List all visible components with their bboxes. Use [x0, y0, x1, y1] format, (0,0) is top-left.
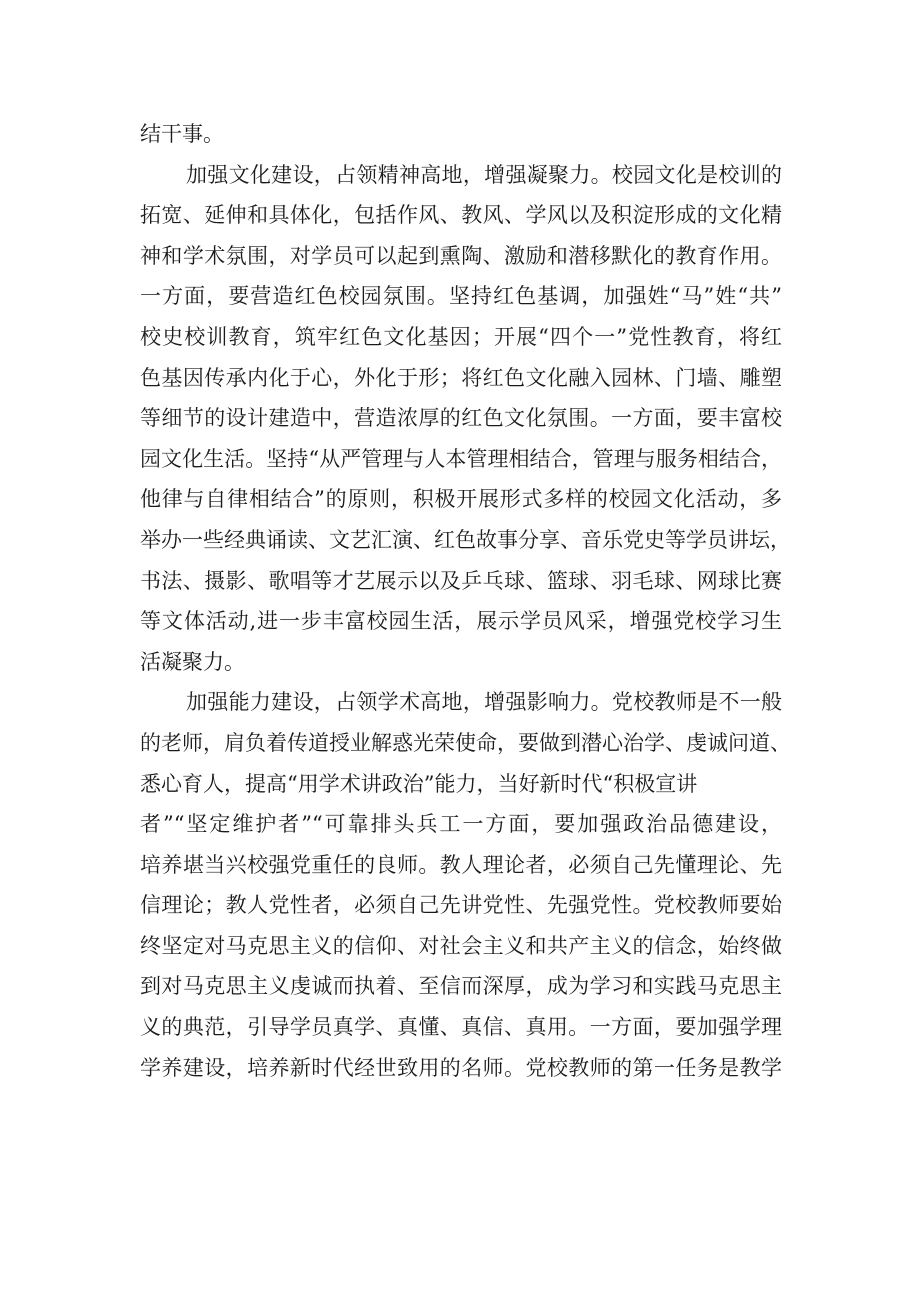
paragraph-line: 培养堪当兴校强党重任的良师。教人理论者，必须自己先懂理论、先	[140, 852, 782, 877]
paragraph-line: 信理论；教人党性者，必须自己先讲党性、先强党性。党校教师要始	[140, 893, 782, 918]
paragraph-line: 加强能力建设，占领学术高地，增强影响力。党校教师是不一般	[186, 690, 782, 715]
paragraph-line: 到对马克思主义虔诚而执着、至信而深厚，成为学习和实践马克思主	[140, 974, 782, 999]
paragraph-line: 一方面，要营造红色校园氛围。坚持红色基调，加强姓“马”姓“共”	[140, 284, 782, 309]
paragraph-line: 终坚定对马克思主义的信仰、对社会主义和共产主义的信念，始终做	[140, 933, 782, 958]
paragraph-line: 色基因传承内化于心，外化于形；将红色文化融入园林、门墙、雕塑	[140, 365, 782, 390]
paragraph-line: 学养建设，培养新时代经世致用的名师。党校教师的第一任务是教学	[140, 1055, 782, 1080]
paragraph-line: 等细节的设计建造中，营造浓厚的红色文化氛围。一方面，要丰富校	[140, 406, 782, 431]
paragraph-line: 加强文化建设，占领精神高地，增强凝聚力。校园文化是校训的	[186, 162, 782, 187]
paragraph-line: 的老师，肩负着传道授业解惑光荣使命，要做到潜心治学、虔诚问道、	[140, 730, 791, 755]
paragraph-line: 书法、摄影、歌唱等才艺展示以及乒乓球、篮球、羽毛球、网球比赛	[140, 568, 782, 593]
paragraph-line: 活凝聚力。	[140, 649, 245, 674]
paragraph-line: 他律与自律相结合”的原则，积极开展形式多样的校园文化活动，多	[140, 487, 782, 512]
paragraph-line: 举办一些经典诵读、文艺汇演、红色故事分享、音乐党史等学员讲坛，	[140, 527, 791, 552]
paragraph-line: 神和学术氛围，对学员可以起到熏陶、激励和潜移默化的教育作用。	[140, 243, 782, 268]
paragraph-line: 义的典范，引导学员真学、真懂、真信、真用。一方面，要加强学理	[140, 1015, 782, 1040]
paragraph-line: 拓宽、延伸和具体化，包括作风、教风、学风以及积淀形成的文化精	[140, 203, 782, 228]
paragraph-line: 校史校训教育，筑牢红色文化基因；开展“四个一”党性教育，将红	[140, 324, 782, 349]
paragraph-line: 悉心育人，提高“用学术讲政治”能力，当好新时代“积极宣讲	[140, 771, 698, 796]
paragraph-line: 等文体活动,进一步丰富校园生活，展示学员风采，增强党校学习生	[140, 609, 782, 634]
paragraph-line: 结干事。	[140, 122, 224, 146]
paragraph-line: 园文化生活。坚持“从严管理与人本管理相结合，管理与服务相结合，	[140, 446, 782, 471]
paragraph-line: 者”“坚定维护者”“可靠排头兵工一方面，要加强政治品德建设，	[140, 812, 782, 837]
document-body	[140, 114, 791, 1088]
